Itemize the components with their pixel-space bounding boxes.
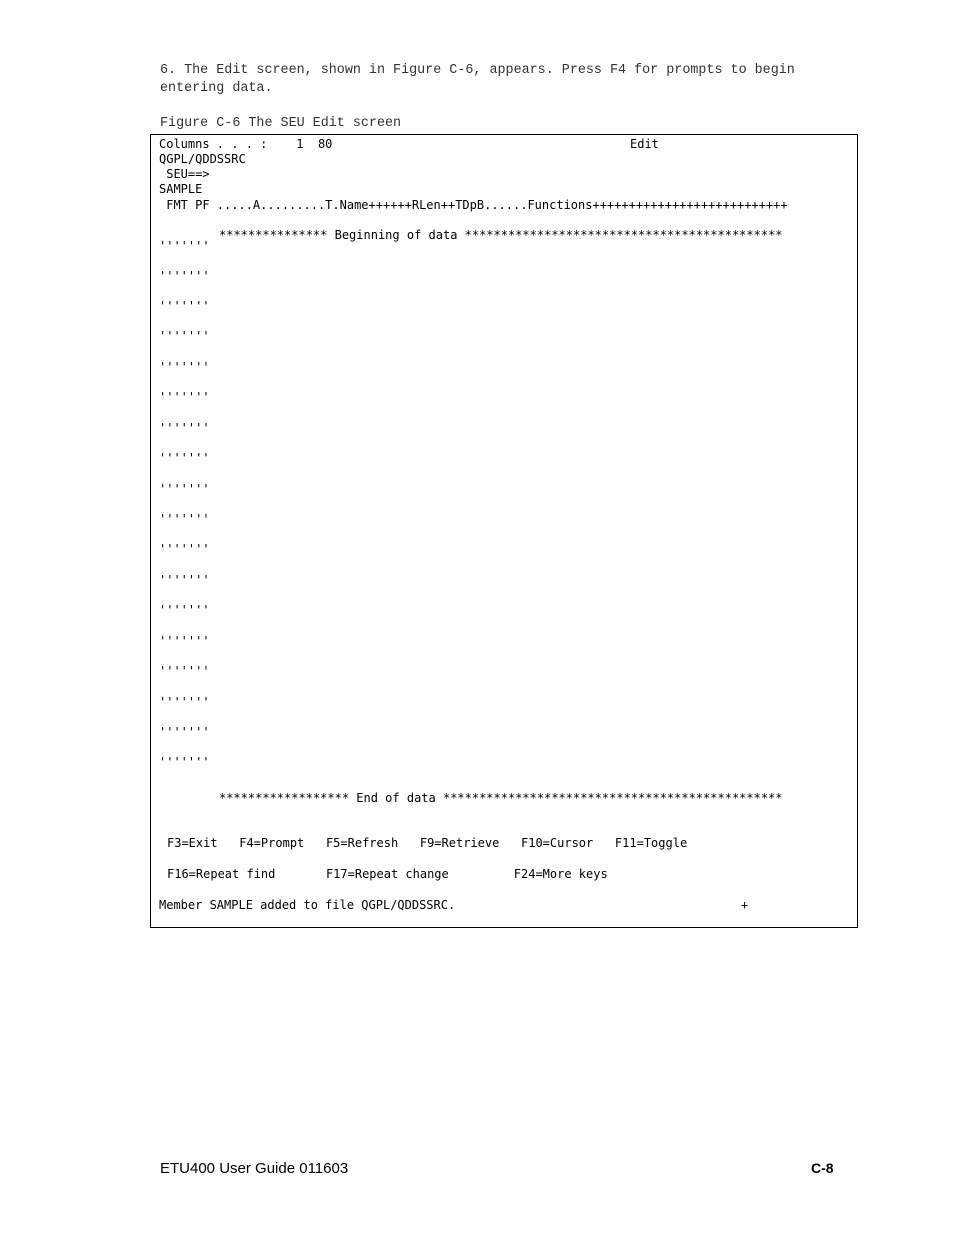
source-row[interactable]: [159, 512, 849, 528]
source-row[interactable]: [159, 269, 849, 285]
sequence-marker: ''''''': [159, 695, 210, 709]
sequence-marker: ''''''': [159, 603, 210, 617]
sequence-marker: ''''''': [159, 299, 210, 313]
more-indicator: +: [741, 898, 749, 912]
sequence-marker: ''''''': [159, 390, 210, 404]
function-keys-primary: F3=Exit F4=Prompt F5=Refresh F9=Retrieve F10=Cursor F11=Toggle: [167, 836, 688, 850]
library-file: QGPL/QDDSSRC: [159, 152, 246, 166]
end-of-data-marker: ****************** End of data ***********************************************: [219, 791, 783, 805]
footer-guide-title: ETU400 User Guide 011603: [160, 1160, 349, 1177]
sequence-marker: ''''''': [159, 329, 210, 343]
source-row[interactable]: [159, 695, 849, 711]
format-ruler: FMT PF .....A.........T.Name++++++RLen++TDpB......Functions+++++++++++++++++++++++++++: [159, 198, 788, 212]
seu-edit-screen: [150, 134, 858, 928]
source-row[interactable]: [159, 390, 849, 406]
source-row[interactable]: [159, 573, 849, 589]
member-name: SAMPLE: [159, 182, 203, 196]
seu-command-line[interactable]: SEU==>: [159, 167, 210, 181]
source-row[interactable]: [159, 299, 849, 315]
sequence-marker: ''''''': [159, 451, 210, 465]
source-row[interactable]: [159, 421, 849, 437]
sequence-marker: ''''''': [159, 664, 210, 678]
columns-label: Columns . . . : 1 80: [159, 137, 333, 151]
sequence-marker: ''''''': [159, 725, 210, 739]
step-instruction: 6. The Edit screen, shown in Figure C-6, appears. Press F4 for prompts to begin entering data.: [160, 63, 803, 96]
source-row[interactable]: [159, 725, 849, 741]
source-row[interactable]: [159, 542, 849, 558]
sequence-marker: ''''''': [159, 360, 210, 374]
source-row[interactable]: [159, 329, 849, 345]
sequence-marker: ''''''': [159, 239, 210, 253]
sequence-marker: ''''''': [159, 755, 210, 769]
source-row[interactable]: [159, 755, 849, 771]
figure-caption: Figure C-6 The SEU Edit screen: [160, 116, 402, 131]
source-row[interactable]: [159, 360, 849, 376]
sequence-marker: ''''''': [159, 421, 210, 435]
footer-page-number: C-8: [811, 1160, 834, 1176]
function-keys-secondary: F16=Repeat find F17=Repeat change F24=More keys: [167, 867, 608, 881]
source-row[interactable]: [159, 603, 849, 619]
source-row[interactable]: [159, 451, 849, 467]
source-row[interactable]: [159, 664, 849, 680]
status-message: Member SAMPLE added to file QGPL/QDDSSRC.: [159, 898, 456, 912]
beginning-of-data-marker: *************** Beginning of data ********************************************: [219, 228, 783, 242]
source-row[interactable]: [159, 482, 849, 498]
source-row[interactable]: [159, 634, 849, 650]
source-row[interactable]: [159, 239, 849, 255]
sequence-marker: ''''''': [159, 512, 210, 526]
sequence-marker: ''''''': [159, 634, 210, 648]
sequence-marker: ''''''': [159, 542, 210, 556]
sequence-marker: ''''''': [159, 482, 210, 496]
mode-label: Edit: [630, 137, 659, 151]
sequence-marker: ''''''': [159, 269, 210, 283]
sequence-marker: ''''''': [159, 573, 210, 587]
